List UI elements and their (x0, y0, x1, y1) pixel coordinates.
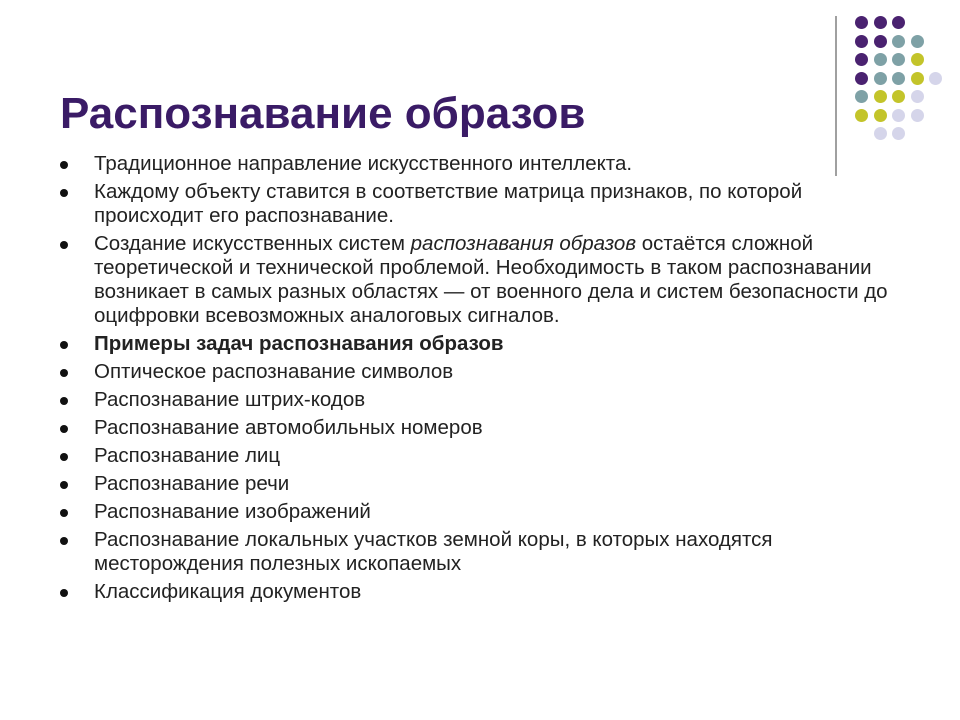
decorative-dot (911, 72, 924, 85)
bullet-icon (60, 397, 68, 405)
bullet-icon (60, 369, 68, 377)
slide-title: Распознавание образов (60, 89, 586, 138)
decorative-dot (874, 109, 887, 122)
decorative-dot (911, 109, 924, 122)
decorative-dot (911, 53, 924, 66)
italic-term: распознавания образов (410, 232, 637, 255)
decorative-dot (892, 127, 905, 140)
list-item: Распознавание локальных участков земной коры, в которых находятся месторождения полезных ископаемых (60, 528, 910, 576)
list-item: Распознавание речи (60, 472, 910, 496)
decorative-dot (855, 72, 868, 85)
decorative-dot (911, 90, 924, 103)
decorative-dot (892, 35, 905, 48)
decorative-dot (892, 53, 905, 66)
bullet-icon (60, 241, 68, 249)
decorative-dot (874, 127, 887, 140)
decorative-dot (892, 16, 905, 29)
decorative-dot (874, 72, 887, 85)
list-item-heading: Примеры задач распознавания образов (60, 332, 910, 356)
list-item: Оптическое распознавание символов (60, 360, 910, 384)
list-item: Создание искусственных систем распознавания образов остаётся сложной теоретической и технической проблемой. Необходимость в таком распознавании возникает в самых разных областях — от военного дела и систем безопасности до оцифровки всевозможных аналоговых сигналов. (60, 232, 910, 328)
decorative-dot (874, 53, 887, 66)
decorative-dot (892, 72, 905, 85)
decorative-dot (855, 16, 868, 29)
decorative-dot (874, 16, 887, 29)
decorative-dot (855, 109, 868, 122)
decorative-dot (892, 90, 905, 103)
bullet-list (60, 152, 910, 608)
list-item: Распознавание штрих-кодов (60, 388, 910, 412)
bullet-icon (60, 341, 68, 349)
bullet-icon (60, 425, 68, 433)
bullet-icon (60, 537, 68, 545)
bullet-icon (60, 481, 68, 489)
bullet-icon (60, 189, 68, 197)
bullet-icon (60, 453, 68, 461)
decorative-dot (929, 72, 942, 85)
decorative-dot (911, 35, 924, 48)
list-item: Распознавание изображений (60, 500, 910, 524)
decorative-dot (874, 90, 887, 103)
decorative-dot (855, 53, 868, 66)
decorative-dot (892, 109, 905, 122)
list-item: Классификация документов (60, 580, 910, 604)
bullet-icon (60, 509, 68, 517)
list-item: Распознавание автомобильных номеров (60, 416, 910, 440)
decorative-dot (855, 35, 868, 48)
decorative-dot (874, 35, 887, 48)
list-item: Традиционное направление искусственного интеллекта. (60, 152, 910, 176)
bullet-icon (60, 589, 68, 597)
decorative-dot (855, 90, 868, 103)
list-item: Распознавание лиц (60, 444, 910, 468)
bullet-icon (60, 161, 68, 169)
list-item: Каждому объекту ставится в соответствие матрица признаков, по которой происходит его распознавание. (60, 180, 910, 228)
